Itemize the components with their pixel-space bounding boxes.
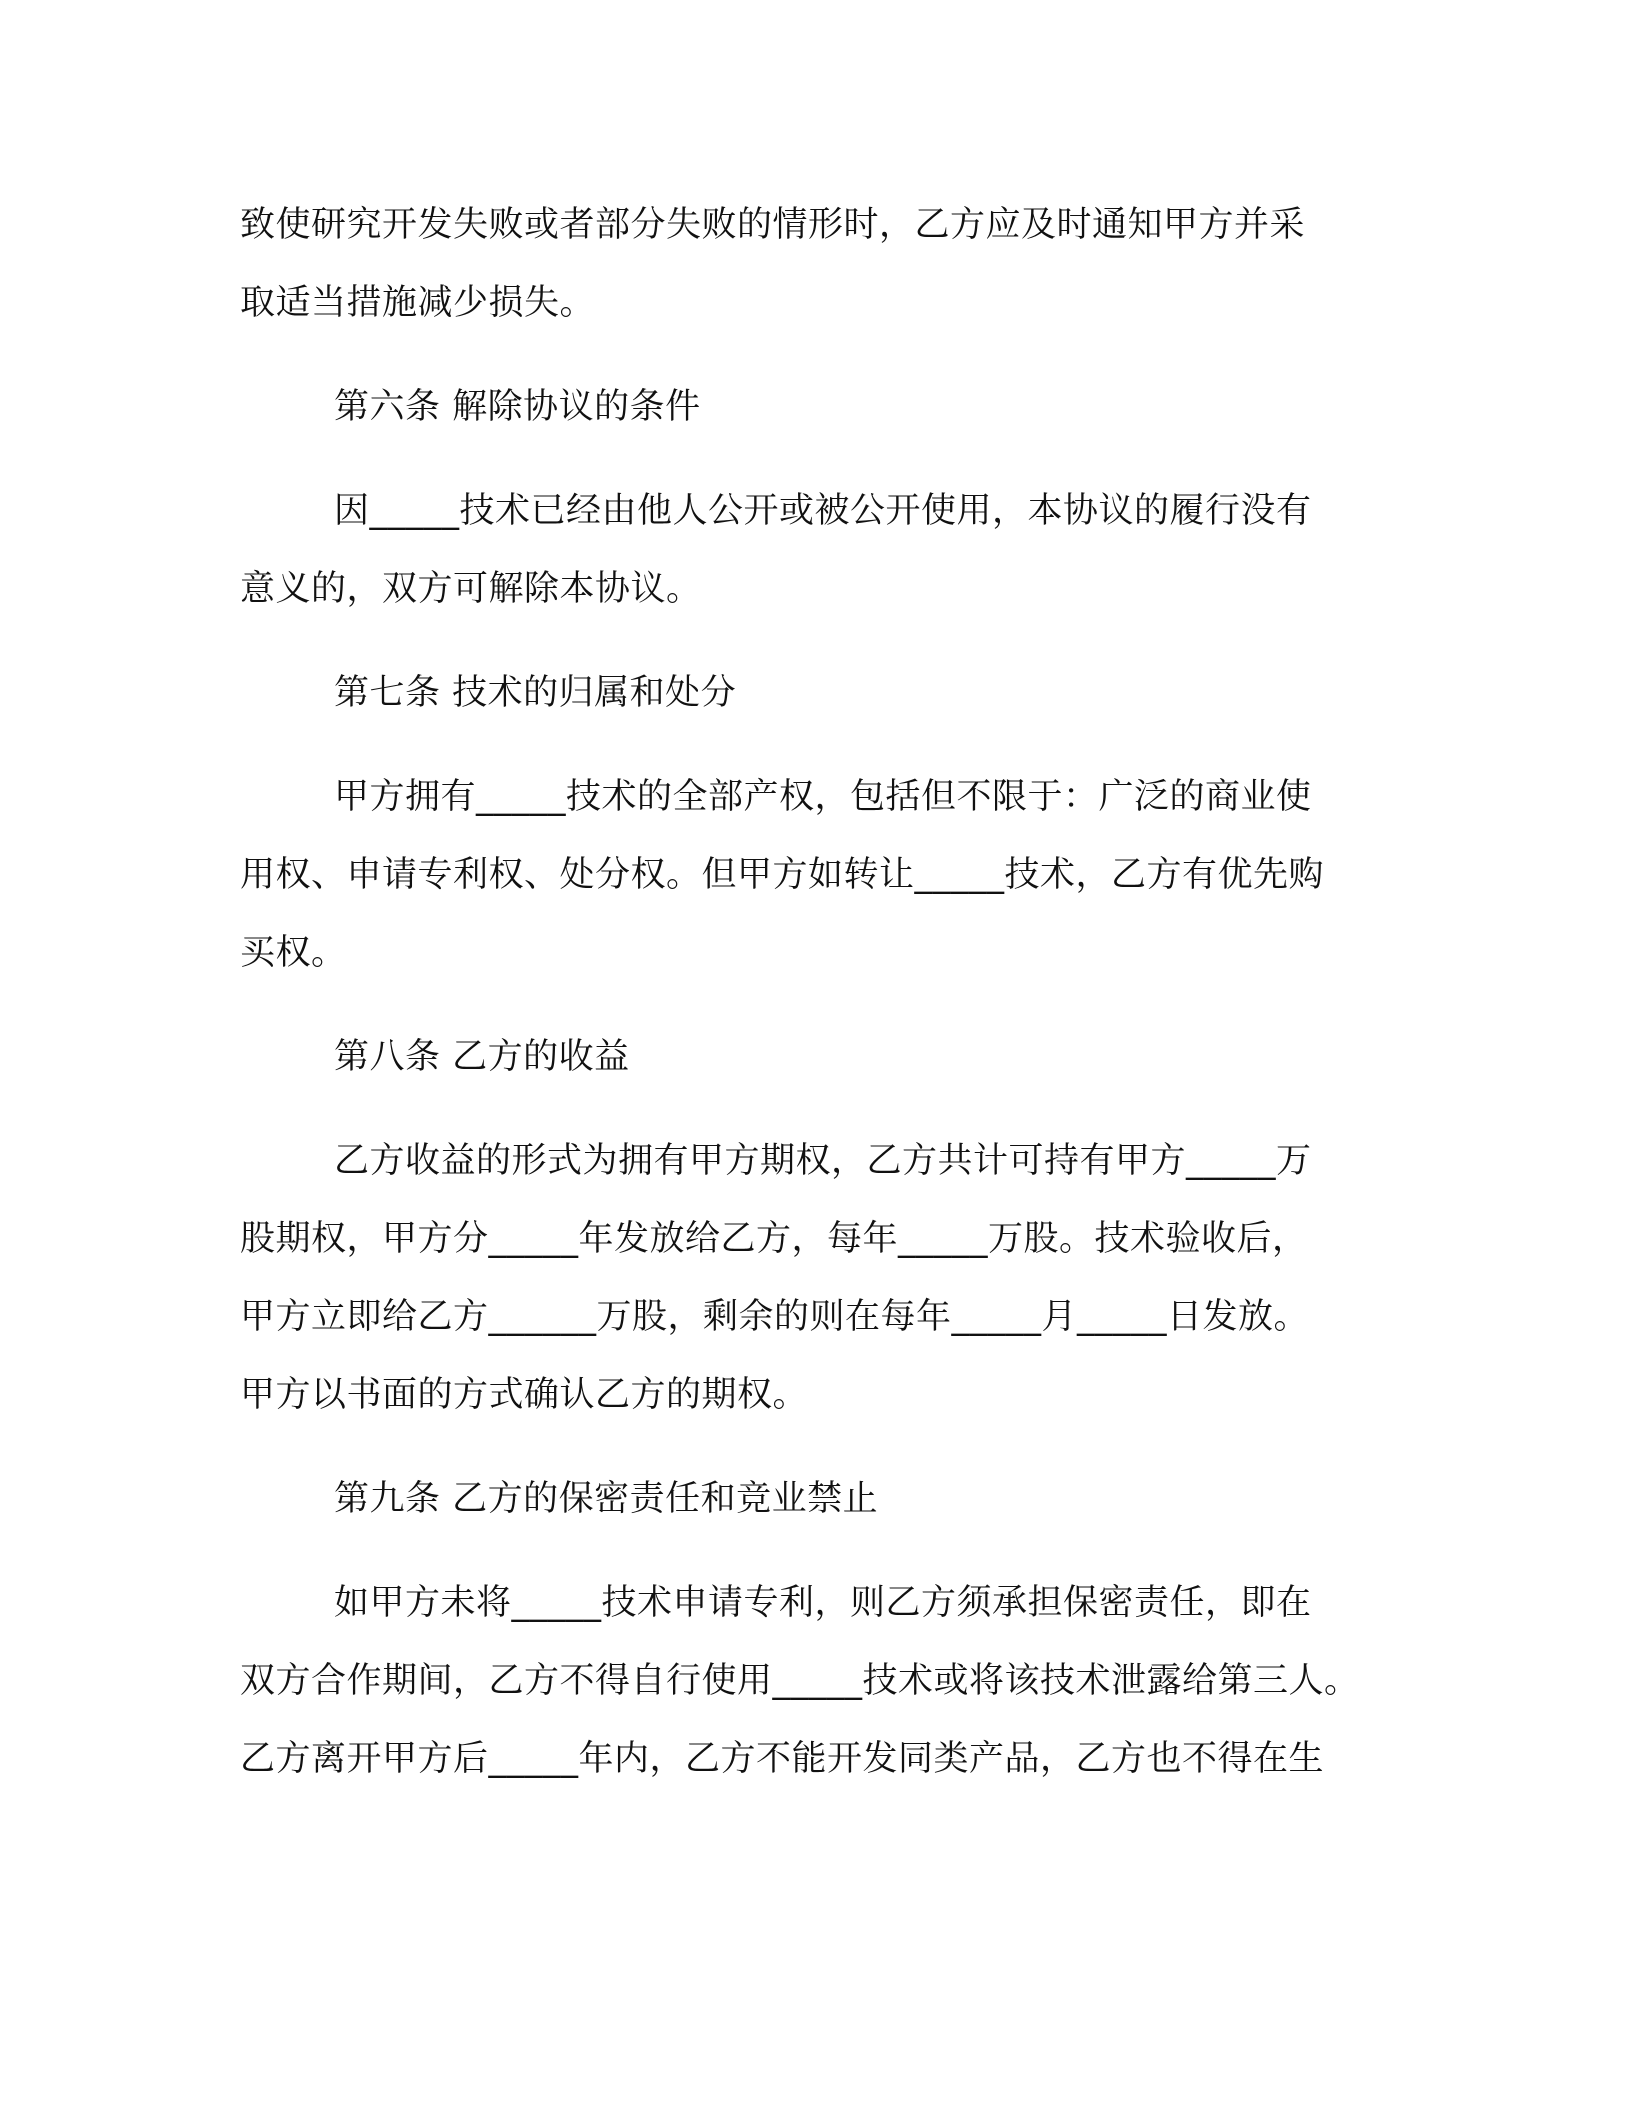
paragraph-line: 用权、申请专利权、处分权。但甲方如转让_____技术，乙方有优先购	[240, 855, 1325, 895]
document-body	[240, 186, 1420, 1798]
paragraph-line: 意义的，双方可解除本协议。	[240, 569, 702, 609]
paragraph-line: 买权。	[240, 933, 347, 973]
paragraph-line: 甲方以书面的方式确认乙方的期权。	[240, 1375, 809, 1415]
paragraph-line: 乙方离开甲方后_____年内，乙方不能开发同类产品，乙方也不得在生	[240, 1739, 1325, 1779]
article-heading-7: 第七条 技术的归属和处分	[334, 673, 737, 713]
paragraph-line: 致使研究开发失败或者部分失败的情形时，乙方应及时通知甲方并采	[240, 205, 1306, 245]
article-heading-8: 第八条 乙方的收益	[334, 1037, 630, 1077]
article-heading-9: 第九条 乙方的保密责任和竞业禁止	[334, 1479, 879, 1519]
paragraph-line: 如甲方未将_____技术申请专利，则乙方须承担保密责任，即在	[334, 1583, 1312, 1623]
paragraph-line: 甲方拥有_____技术的全部产权，包括但不限于：广泛的商业使	[334, 777, 1312, 817]
paragraph-line: 乙方收益的形式为拥有甲方期权，乙方共计可持有甲方_____万	[334, 1141, 1312, 1181]
article-heading-6: 第六条 解除协议的条件	[334, 387, 701, 427]
paragraph-line: 甲方立即给乙方______万股，剩余的则在每年_____月_____日发放。	[240, 1297, 1310, 1337]
paragraph-line: 双方合作期间，乙方不得自行使用_____技术或将该技术泄露给第三人。	[240, 1661, 1360, 1701]
paragraph-line: 股期权，甲方分_____年发放给乙方，每年_____万股。技术验收后，	[240, 1219, 1308, 1259]
paragraph-line: 取适当措施减少损失。	[240, 283, 596, 323]
paragraph-line: 因_____技术已经由他人公开或被公开使用，本协议的履行没有	[334, 491, 1312, 531]
